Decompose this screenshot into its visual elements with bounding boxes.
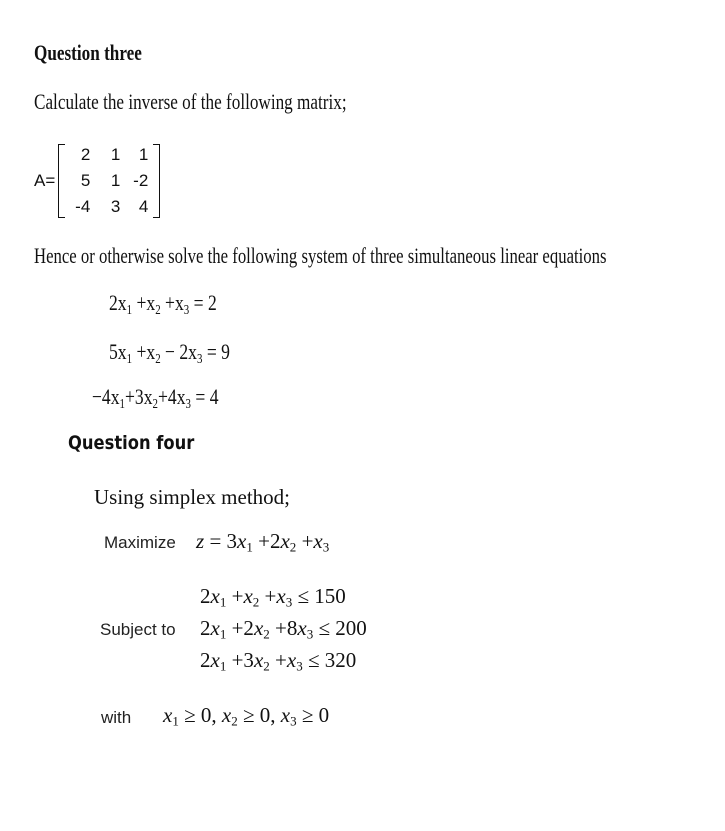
matrix-label: A= [34,171,56,190]
matrix-instruction: Calculate the inverse of the following matrix; [34,89,347,114]
question-four-heading: Question four [68,432,195,454]
matrix-cell: 4 [138,197,149,216]
constraint-3: $2x_1 +3x_2 +x_3 \le 320$ [200,648,357,674]
matrix-cell: 2 [80,145,91,164]
matrix-cell: -2 [133,171,149,190]
right-bracket [153,144,160,218]
equation-1: $2x_1 +x_2 +x_3 = 2$ [109,290,217,317]
maximize-label: Maximize [104,533,176,552]
left-bracket [58,144,65,218]
matrix-A [34,142,160,220]
constraint-1: $2x_1 +x_2 +x_3 \le 150$ [200,584,346,610]
matrix-cell: 1 [138,145,149,164]
constraint-2: $2x_1 +2x_2 +8x_3 \le 200$ [200,616,367,642]
matrix-cell: 1 [110,171,121,190]
equation-3: $-4x_1+3x_2+4x_3 = 4$ [92,384,219,411]
hence-instruction: Hence or otherwise solve the following system of three simultaneous linear equations [34,243,607,268]
non-negativity-constraints: $x_1 \ge 0$, $x_2 \ge 0$, $x_3 \ge 0$ [163,703,330,729]
subject-to-label: Subject to [100,620,176,639]
matrix-body [58,142,160,220]
matrix-cell: 5 [80,171,91,190]
question-three-heading: Question three [34,40,142,65]
matrix-cell: -4 [75,197,91,216]
simplex-instruction: Using simplex method; [94,485,290,509]
matrix-cell: 3 [110,197,121,216]
matrix-cell: 1 [110,145,121,164]
with-label: with [101,708,132,727]
equation-2: $5x_1 +x_2 - 2x_3 = 9$ [109,339,230,366]
objective-function: $z = 3x_1 +2x_2 +x_3$ [196,529,330,555]
